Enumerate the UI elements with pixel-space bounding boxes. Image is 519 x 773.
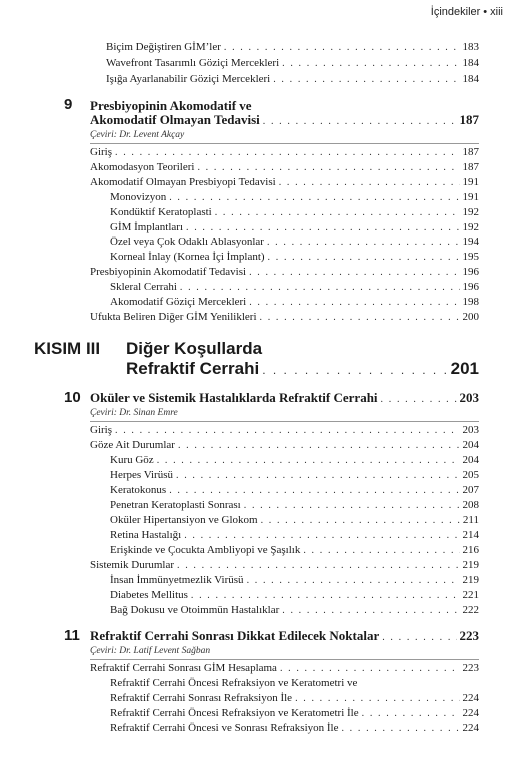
toc-entry[interactable]: [106, 56, 479, 71]
toc-subentry[interactable]: [110, 721, 479, 736]
toc-subentry[interactable]: [110, 588, 479, 603]
dot-leader: [260, 311, 460, 325]
entry-title: Refraktif Cerrahi Öncesi ve Sonrası Refraksiyon İle: [110, 722, 339, 734]
chapter-9-translator: Çeviri: Dr. Levent Akçay: [90, 130, 185, 140]
entry-title: Akomodatif Göziçi Mercekleri: [110, 296, 247, 308]
entry-page: 208: [462, 499, 479, 511]
entry-title: Oküler Hipertansiyon ve Glokom: [110, 514, 258, 526]
chapter-11-translator: Çeviri: Dr. Latif Levent Sağban: [90, 646, 211, 656]
entry-page: 187: [462, 146, 479, 158]
dot-leader: [280, 662, 460, 676]
dot-leader: [273, 73, 459, 87]
entry-page: 205: [462, 469, 479, 481]
entry-title: Kondüktif Keratoplasti: [110, 206, 212, 218]
dot-leader: [169, 191, 459, 205]
dot-leader: [279, 176, 460, 190]
entry-page: 216: [462, 544, 479, 556]
dot-leader: [267, 236, 460, 250]
divider: [90, 421, 479, 422]
chapter-9-heading[interactable]: [90, 112, 479, 130]
entry-page: 222: [462, 604, 479, 616]
dot-leader: [115, 146, 460, 160]
entry-page: 207: [462, 484, 479, 496]
dot-leader: [262, 360, 447, 380]
header-title: İçindekiler: [430, 6, 481, 18]
dot-leader: [261, 514, 460, 528]
entry-title: Wavefront Tasarımlı Göziçi Mercekleri: [106, 57, 280, 69]
toc-entry[interactable]: [106, 40, 479, 55]
entry-title: Bağ Dokusu ve Otoimmün Hastalıklar: [110, 604, 280, 616]
toc-subentry[interactable]: [110, 250, 479, 265]
dot-leader: [303, 544, 459, 558]
entry-title: GİM İmplantları: [110, 221, 184, 233]
part-title-line2: Refraktif Cerrahi: [126, 359, 260, 378]
dot-leader: [157, 454, 460, 468]
entry-page: 196: [462, 266, 479, 278]
entry-page: 214: [462, 529, 479, 541]
chapter-10-title: Oküler ve Sistemik Hastalıklarda Refraktif Cerrahi: [90, 390, 378, 405]
entry-title: Retina Hastalığı: [110, 529, 182, 541]
part-title-line1[interactable]: Diğer Koşullarda: [126, 339, 263, 358]
entry-title: Herpes Virüsü: [110, 469, 173, 481]
dot-leader: [295, 692, 459, 706]
entry-title: Keratokonus: [110, 484, 167, 496]
toc-subentry[interactable]: [110, 706, 479, 721]
entry-title: Giriş: [90, 424, 112, 436]
dot-leader: [244, 499, 460, 513]
toc-subentry[interactable]: [110, 220, 479, 235]
divider: [90, 143, 479, 144]
chapter-9-page: 187: [459, 112, 479, 127]
toc-entry[interactable]: [90, 145, 479, 160]
dot-leader: [247, 574, 460, 588]
chapter-11-number: 11: [64, 627, 80, 644]
entry-page: 192: [462, 221, 479, 233]
dot-leader: [177, 559, 459, 573]
entry-page: 219: [462, 574, 479, 586]
entry-title: Refraktif Cerrahi Sonrası Refraksiyon İle: [110, 692, 293, 704]
entry-title: Refraktif Cerrahi Öncesi Refraksiyon ve Keratometri ve: [110, 677, 358, 689]
chapter-11-page: 223: [459, 628, 479, 643]
entry-title: Akomodasyon Teorileri: [90, 161, 195, 173]
entry-page: 183: [462, 41, 479, 53]
toc-entry[interactable]: [90, 160, 479, 175]
toc-subentry[interactable]: [110, 573, 479, 588]
toc-entry[interactable]: [90, 558, 479, 573]
toc-subentry[interactable]: [110, 280, 479, 295]
dot-leader: [197, 161, 459, 175]
toc-subentry[interactable]: [110, 543, 479, 558]
chapter-11-title: Refraktif Cerrahi Sonrası Dikkat Edilecek Noktalar: [90, 628, 380, 643]
dot-leader: [191, 589, 460, 603]
dot-leader: [215, 206, 460, 220]
entry-title: Skleral Cerrahi: [110, 281, 177, 293]
toc-subentry[interactable]: [110, 453, 479, 468]
divider: [90, 659, 479, 660]
dot-leader: [282, 57, 459, 71]
entry-page: 224: [462, 707, 479, 719]
toc-subentry[interactable]: [110, 513, 479, 528]
toc-entry[interactable]: [106, 72, 479, 87]
dot-leader: [268, 251, 460, 265]
entry-page: 204: [462, 439, 479, 451]
part-page: 201: [450, 359, 479, 378]
entry-page: 203: [462, 424, 479, 436]
toc-entry[interactable]: [90, 661, 479, 676]
chapter-10-translator: Çeviri: Dr. Sinan Emre: [90, 408, 178, 418]
entry-title: Akomodatif Olmayan Presbiyopi Tedavisi: [90, 176, 276, 188]
toc-entry[interactable]: [90, 438, 479, 453]
toc-subentry[interactable]: [110, 235, 479, 250]
entry-page: 198: [462, 296, 479, 308]
running-header: [431, 6, 503, 18]
entry-title: Monovizyon: [110, 191, 167, 203]
toc-subentry-wrapped[interactable]: [110, 676, 479, 690]
toc-entry[interactable]: [90, 310, 479, 325]
entry-page: 224: [462, 722, 479, 734]
dot-leader: [176, 469, 460, 483]
entry-title: Giriş: [90, 146, 112, 158]
toc-entry[interactable]: [90, 423, 479, 438]
toc-subentry[interactable]: [110, 483, 479, 498]
entry-page: 211: [462, 514, 479, 526]
toc-subentry[interactable]: [110, 498, 479, 513]
part-heading[interactable]: [126, 359, 479, 380]
entry-title: Refraktif Cerrahi Sonrası GİM Hesaplama: [90, 662, 277, 674]
dot-leader: [249, 266, 459, 280]
entry-title: Ufukta Beliren Diğer GİM Yenilikleri: [90, 311, 257, 323]
toc-subentry[interactable]: [110, 691, 479, 706]
chapter-10-heading[interactable]: [90, 390, 479, 408]
header-separator: •: [483, 6, 488, 18]
part-label: KISIM III: [34, 339, 101, 358]
entry-title: Presbiyopinin Akomodatif Tedavisi: [90, 266, 247, 278]
entry-title: Özel veya Çok Odaklı Ablasyonlar: [110, 236, 264, 248]
entry-page: 219: [462, 559, 479, 571]
entry-page: 191: [462, 191, 479, 203]
entry-title: Erişkinde ve Çocukta Ambliyopi ve Şaşılık: [110, 544, 301, 556]
entry-title: İnsan İmmünyetmezlik Virüsü: [110, 574, 244, 586]
dot-leader: [249, 296, 459, 310]
entry-page: 187: [462, 161, 479, 173]
dot-leader: [382, 630, 456, 646]
entry-page: 194: [462, 236, 479, 248]
entry-page: 224: [462, 692, 479, 704]
entry-page: 195: [462, 251, 479, 263]
entry-title: Penetran Keratoplasti Sonrası: [110, 499, 241, 511]
chapter-10-number: 10: [64, 389, 81, 406]
dot-leader: [186, 221, 459, 235]
toc-subentry[interactable]: [110, 190, 479, 205]
entry-title: Biçim Değiştiren GİM’ler: [106, 41, 221, 53]
entry-page: 184: [462, 57, 479, 69]
chapter-11-heading[interactable]: [90, 628, 479, 646]
dot-leader: [362, 707, 460, 721]
entry-title: Sistemik Durumlar: [90, 559, 175, 571]
dot-leader: [341, 722, 459, 736]
chapter-9-number: 9: [64, 96, 73, 113]
toc-subentry[interactable]: [110, 205, 479, 220]
entry-title: Işığa Ayarlanabilir Göziçi Mercekleri: [106, 73, 271, 85]
entry-page: 200: [462, 311, 479, 323]
entry-page: 191: [462, 176, 479, 188]
toc-entry[interactable]: [90, 265, 479, 280]
entry-page: 184: [462, 73, 479, 85]
dot-leader: [282, 604, 459, 618]
dot-leader: [184, 529, 459, 543]
dot-leader: [169, 484, 459, 498]
entry-title: Kuru Göz: [110, 454, 154, 466]
toc-subentry[interactable]: [110, 295, 479, 310]
toc-entry[interactable]: [90, 175, 479, 190]
dot-leader: [263, 114, 457, 130]
entry-page: 204: [462, 454, 479, 466]
chapter-10-page: 203: [459, 390, 479, 405]
entry-page: 196: [462, 281, 479, 293]
dot-leader: [224, 41, 460, 55]
chapter-9-title-line2: Akomodatif Olmayan Tedavisi: [90, 112, 260, 127]
entry-title: Diabetes Mellitus: [110, 589, 188, 601]
toc-subentry[interactable]: [110, 528, 479, 543]
dot-leader: [115, 424, 460, 438]
dot-leader: [381, 392, 457, 408]
chapter-9-title-line1[interactable]: Presbiyopinin Akomodatif ve: [90, 98, 252, 113]
entry-title: Refraktif Cerrahi Öncesi Refraksiyon ve Keratometri İle: [110, 707, 359, 719]
entry-page: 221: [462, 589, 479, 601]
entry-page: 192: [462, 206, 479, 218]
entry-page: 223: [462, 662, 479, 674]
entry-title: Korneal İnlay (Kornea İçi İmplant): [110, 251, 265, 263]
dot-leader: [178, 439, 460, 453]
entry-title: Göze Ait Durumlar: [90, 439, 175, 451]
toc-subentry[interactable]: [110, 603, 479, 618]
header-page-number: xiii: [490, 6, 503, 18]
toc-subentry[interactable]: [110, 468, 479, 483]
dot-leader: [180, 281, 460, 295]
